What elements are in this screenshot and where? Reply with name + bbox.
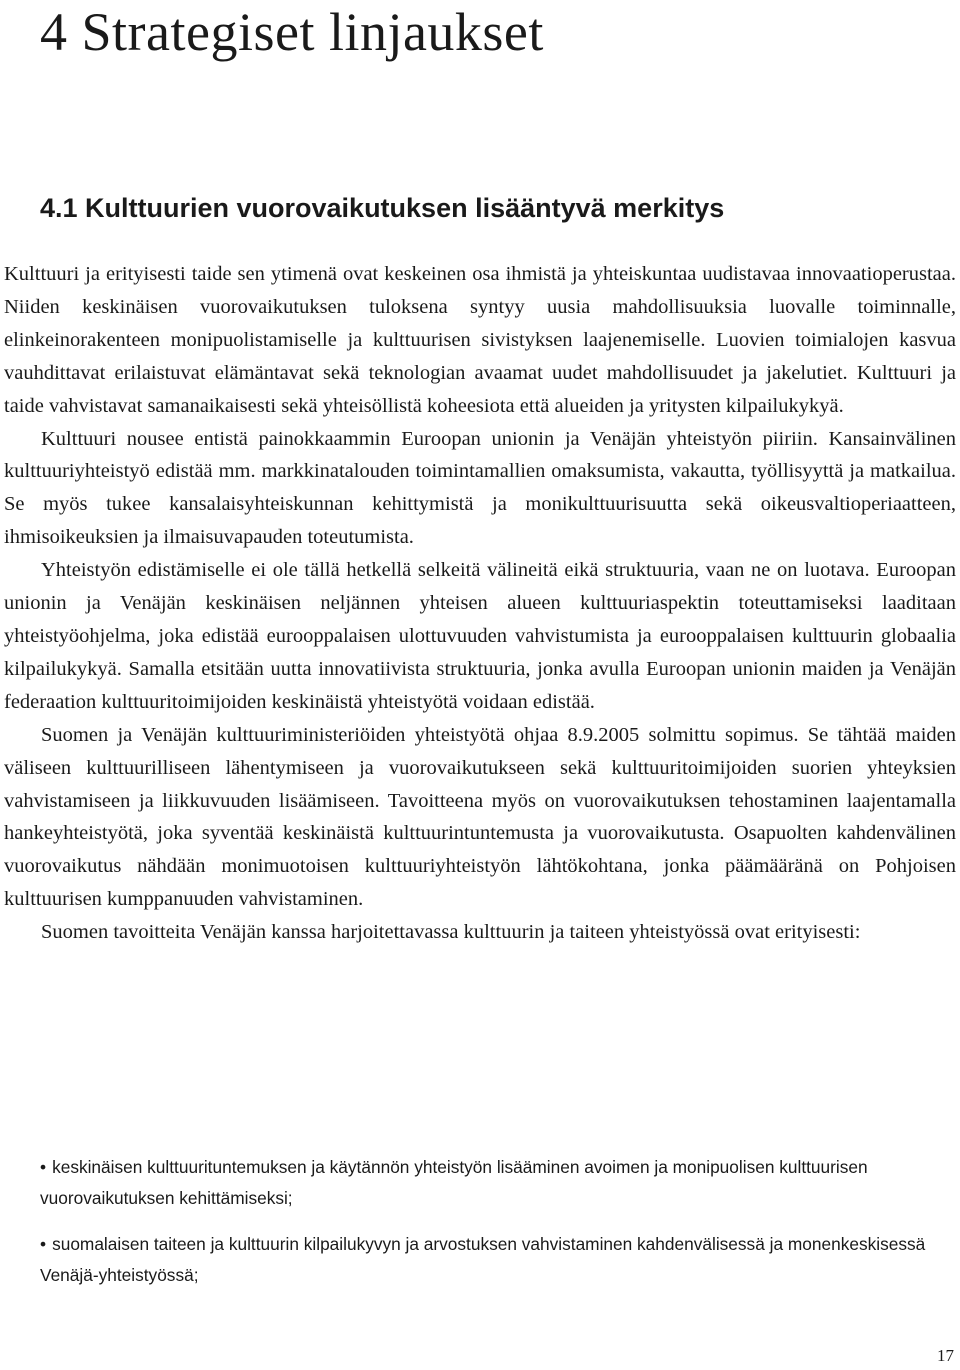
bullet-icon: • [40, 1234, 47, 1254]
bullet-list [40, 1152, 956, 1306]
section-heading: 4.1 Kulttuurien vuorovaikutuksen lisääntyvä merkitys [40, 193, 725, 223]
paragraph: Kulttuuri nousee entistä painokkaammin Euroopan unionin ja Venäjän yhteistyön piiriin. Kansainvälinen kulttuuriyhteistyö edistää mm. markkinatalouden toimintamallien omaksumista, vakautta, työllisyyttä ja matkailua. Se myös tukee kansalaisyhteiskunnan kehittymistä ja monikulttuurisuutta sekä oikeusvaltioperiaatteen, ihmisoikeuksien ja ilmaisuvapauden toteutumista. [4, 427, 956, 549]
list-item-text: keskinäisen kulttuurituntemuksen ja käytännön yhteistyön lisääminen avoimen ja monipuolisen kulttuurisen vuorovaikutuksen kehittämiseksi; [40, 1157, 868, 1208]
list-item-text: suomalaisen taiteen ja kulttuurin kilpailukyvyn ja arvostuksen vahvistaminen kahdenvälisessä ja monenkeskisessä Venäjä-yhteistyössä; [40, 1234, 926, 1285]
paragraph: Yhteistyön edistämiselle ei ole tällä hetkellä selkeitä välineitä eikä struktuuria, vaan ne on luotava. Euroopan unionin ja Venäjän keskinäisen neljännen yhteisen alueen kulttuuriaspektin toteuttamiseksi laaditaan yhteistyöohjelma, joka edistää eurooppalaisen ulottuvuuden vahvistumista ja eurooppalaisen kulttuurin globaalia kilpailukykyä. Samalla etsitään uutta innovatiivista struktuuria, jonka avulla Euroopan unionin maiden ja Venäjän federaation kulttuuritoimijoiden keskinäistä yhteistyötä voidaan edistää. [4, 559, 956, 713]
chapter-title: 4 Strategiset linjaukset [40, 2, 544, 62]
list-item [40, 1152, 956, 1214]
body-text [4, 258, 956, 949]
paragraph: Suomen tavoitteita Venäjän kanssa harjoitettavassa kulttuurin ja taiteen yhteistyössä ovat erityisesti: [41, 921, 861, 944]
paragraph: Kulttuuri ja erityisesti taide sen ytimenä ovat keskeinen osa ihmistä ja yhteiskuntaa uudistavaa innovaatioperustaa. Niiden keskinäisen vuorovaikutuksen tuloksena syntyy uusia mahdollisuuksia luovalle toiminnalle, elinkeinorakenteen monipuolistamiselle ja kulttuurisen sivistyksen laajenemiselle. Luovien toimialojen kasvua vauhdittavat erilaistuvat elämäntavat sekä teknologian avaamat uudet mahdollisuudet ja jakelutiet. Kulttuuri ja taide vahvistavat samanaikaisesti sekä yhteisöllistä koheesiota että alueiden ja yritysten kilpailukykyä. [4, 263, 956, 417]
page-number: 17 [937, 1346, 954, 1365]
bullet-icon: • [40, 1157, 47, 1177]
paragraph: Suomen ja Venäjän kulttuuriministeriöiden yhteistyötä ohjaa 8.9.2005 solmittu sopimus. Se tähtää maiden väliseen kulttuurilliseen lähentymiseen ja vuorovaikutukseen sekä kulttuuritoimijoiden suorien yhteyksien vahvistamiseen ja liikkuvuuden lisäämiseen. Tavoitteena myös on vuorovaikutuksen tehostaminen laajentamalla hankeyhteistyötä, joka syventää keskinäistä kulttuurintuntemusta ja vuorovaikutusta. Osapuolten kahdenvälinen vuorovaikutus nähdään monimuotoisen kulttuuriyhteistyön lähtökohtana, jonka päämääränä on Pohjoisen kulttuurisen kumppanuuden vahvistaminen. [4, 723, 956, 911]
list-item [40, 1229, 956, 1291]
